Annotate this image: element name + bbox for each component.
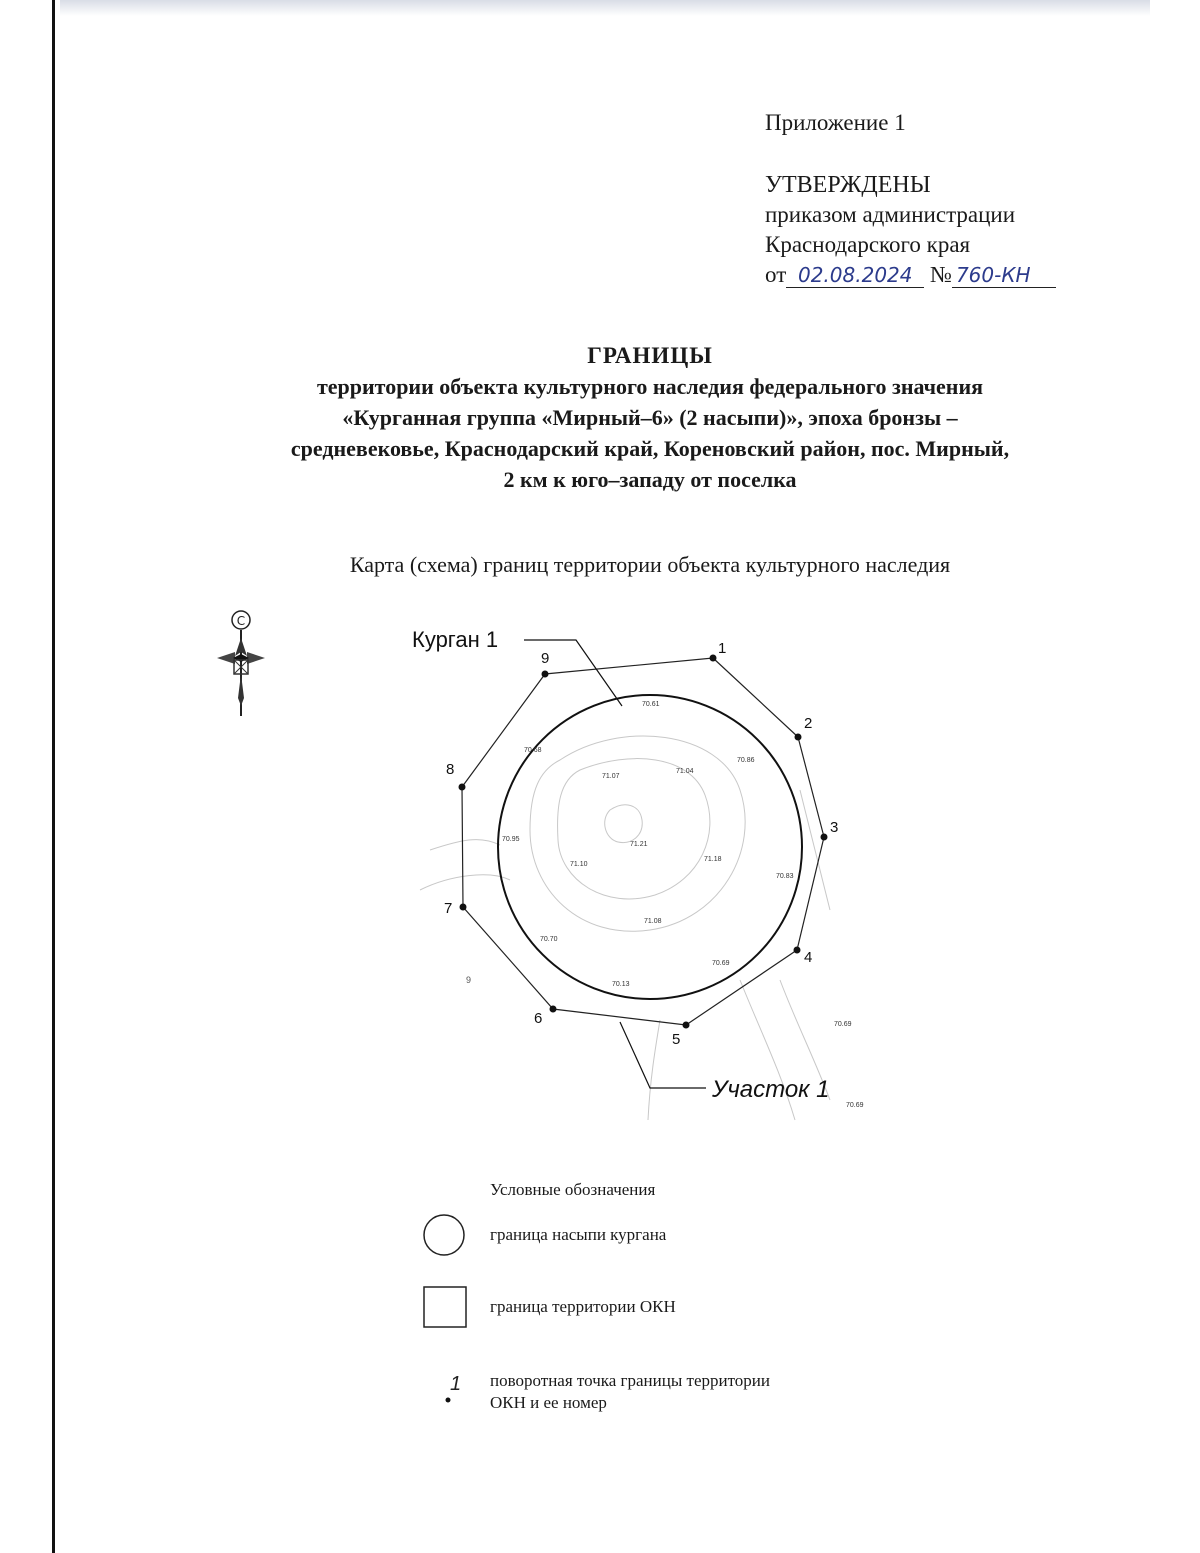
boundary-point xyxy=(550,1006,557,1013)
elevation-mark: 70.69 xyxy=(712,960,730,967)
elevation-mark: 70.86 xyxy=(737,757,755,764)
boundary-point xyxy=(459,784,466,791)
elevation-mark: 71.04 xyxy=(676,768,694,775)
legend-point-line-1: поворотная точка границы территории xyxy=(490,1371,770,1390)
elevation-mark: 70.13 xyxy=(612,981,630,988)
approval-line-1: приказом администрации xyxy=(765,202,1016,227)
boundary-point xyxy=(542,671,549,678)
legend-territory-text: граница территории ОКН xyxy=(490,1297,676,1316)
elevation-mark: 71.07 xyxy=(602,773,620,780)
appendix-label: Приложение 1 xyxy=(765,110,906,135)
elevation-mark: 70.68 xyxy=(524,747,542,754)
point-label: 2 xyxy=(804,715,813,732)
title-line-3: средневековье, Краснодарский край, Кореновский район, пос. Мирный, xyxy=(290,436,1010,461)
boundary-point xyxy=(683,1022,690,1029)
handwritten-date: 02.08.2024 xyxy=(786,263,924,288)
boundary-point xyxy=(795,734,802,741)
elevation-mark: 70.69 xyxy=(834,1021,852,1028)
kurgan-label: Курган 1 xyxy=(412,627,499,652)
handwritten-number: 760-КН xyxy=(952,263,1056,288)
map-caption: Карта (схема) границ территории объекта культурного наследия xyxy=(349,552,951,577)
elevation-mark: 70.83 xyxy=(776,873,794,880)
legend-point-number: 1 xyxy=(450,1373,462,1395)
point-label: 5 xyxy=(672,1031,681,1048)
legend-point-text xyxy=(490,1370,890,1414)
elevation-mark: 71.10 xyxy=(570,861,588,868)
title-line-4: 2 км к юго–западу от поселка xyxy=(503,467,797,492)
compass-mark: C xyxy=(236,614,246,628)
point-label: 9 xyxy=(541,650,550,667)
document-title xyxy=(150,340,1150,495)
legend-title: Условные обозначения xyxy=(490,1180,656,1199)
boundary-map xyxy=(400,620,900,1140)
date-prefix: от xyxy=(765,262,787,287)
circle-symbol-icon xyxy=(420,1212,470,1258)
elevation-mark: 70.95 xyxy=(502,836,520,843)
boundary-point xyxy=(821,834,828,841)
plot-leader-line xyxy=(620,1022,706,1088)
north-arrow-icon xyxy=(213,608,269,720)
elevation-mark: 71.21 xyxy=(630,841,648,848)
legend-point-line-2: ОКН и ее номер xyxy=(490,1393,607,1412)
elevation-mark: 71.08 xyxy=(644,918,662,925)
number-prefix: № xyxy=(930,262,952,287)
point-label: 4 xyxy=(804,949,813,966)
title-heading: ГРАНИЦЫ xyxy=(587,343,713,368)
approval-block xyxy=(765,108,1056,290)
point-label: 7 xyxy=(444,900,453,917)
boundary-point xyxy=(710,655,717,662)
elevation-mark: 71.18 xyxy=(704,856,722,863)
approval-date-line xyxy=(765,260,1056,290)
legend-mound-text: граница насыпи кургана xyxy=(490,1225,667,1244)
point-label: 8 xyxy=(446,761,455,778)
kurgan-leader-line xyxy=(524,640,622,706)
scan-left-edge xyxy=(52,0,55,1553)
elevation-mark: 70.69 xyxy=(846,1102,864,1109)
point-label: 1 xyxy=(718,640,727,657)
scan-top-shadow xyxy=(60,0,1150,16)
title-line-1: территории объекта культурного наследия федерального значения xyxy=(316,374,984,399)
square-symbol-icon xyxy=(420,1284,470,1330)
approved-label: УТВЕРЖДЕНЫ xyxy=(765,172,931,198)
approval-line-2: Краснодарского края xyxy=(765,232,971,257)
plot-label: Участок 1 xyxy=(712,1076,830,1103)
turning-point-icon xyxy=(420,1368,470,1414)
title-line-2: «Курганная группа «Мирный–6» (2 насыпи)», эпоха бронзы – xyxy=(342,405,958,430)
point-label: 6 xyxy=(534,1010,543,1027)
stray-mark: 9 xyxy=(466,975,472,985)
elevation-mark: 70.61 xyxy=(642,701,660,708)
kurgan-boundary-circle xyxy=(498,695,802,999)
boundary-point xyxy=(460,904,467,911)
elevation-mark: 70.70 xyxy=(540,936,558,943)
point-label: 3 xyxy=(830,819,839,836)
boundary-point xyxy=(794,947,801,954)
